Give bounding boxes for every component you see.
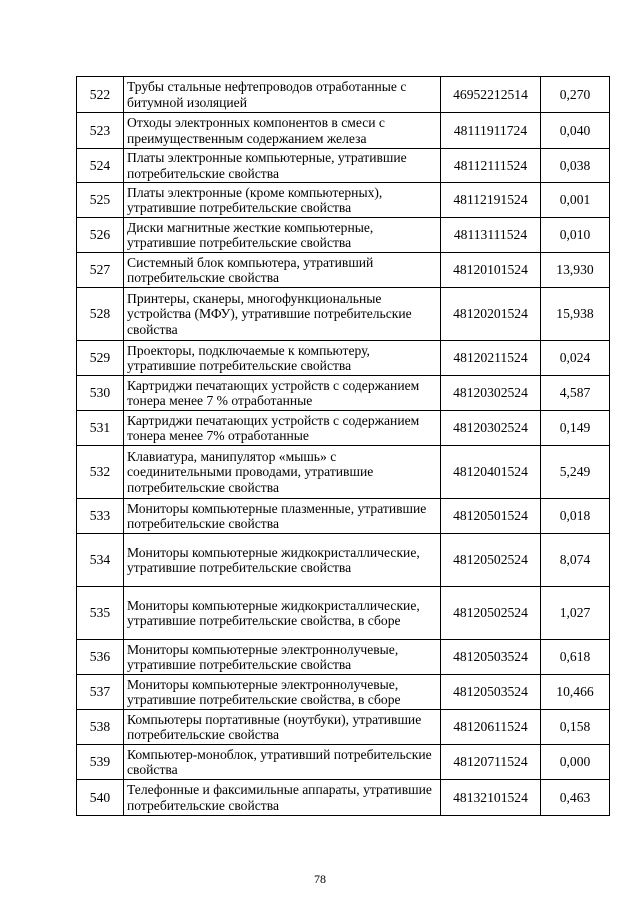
waste-name: Мониторы компьютерные жидкокристаллические, утратившие потребительские свойства, в сборе: [124, 587, 441, 640]
waste-amount: 0,010: [541, 218, 610, 253]
waste-amount: 0,270: [541, 77, 610, 113]
waste-amount: 0,000: [541, 745, 610, 780]
row-number: 528: [77, 288, 124, 341]
row-number: 538: [77, 710, 124, 745]
table-row: [77, 341, 610, 376]
table-row: [77, 587, 610, 640]
waste-name: Картриджи печатающих устройств с содержанием тонера менее 7% отработанные: [124, 411, 441, 446]
fkko-code: 48120211524: [441, 341, 541, 376]
waste-name: Телефонные и факсимильные аппараты, утратившие потребительские свойства: [124, 780, 441, 816]
row-number: 523: [77, 113, 124, 149]
row-number: 524: [77, 149, 124, 183]
waste-name: Компьютер-моноблок, утративший потребительские свойства: [124, 745, 441, 780]
row-number: 522: [77, 77, 124, 113]
waste-name: Системный блок компьютера, утративший потребительские свойства: [124, 253, 441, 288]
waste-amount: 0,158: [541, 710, 610, 745]
row-number: 534: [77, 534, 124, 587]
row-number: 527: [77, 253, 124, 288]
row-number: 536: [77, 640, 124, 675]
fkko-code: 48120711524: [441, 745, 541, 780]
waste-amount: 0,040: [541, 113, 610, 149]
table-row: [77, 446, 610, 499]
fkko-code: 48132101524: [441, 780, 541, 816]
waste-name: Платы электронные компьютерные, утратившие потребительские свойства: [124, 149, 441, 183]
table-row: [77, 411, 610, 446]
row-number: 540: [77, 780, 124, 816]
fkko-code: 48120503524: [441, 675, 541, 710]
waste-name: Диски магнитные жесткие компьютерные, утратившие потребительские свойства: [124, 218, 441, 253]
table-row: [77, 780, 610, 816]
waste-name: Компьютеры портативные (ноутбуки), утратившие потребительские свойства: [124, 710, 441, 745]
table-row: [77, 675, 610, 710]
row-number: 533: [77, 499, 124, 534]
waste-amount: 1,027: [541, 587, 610, 640]
fkko-code: 48111911724: [441, 113, 541, 149]
fkko-code: 48120503524: [441, 640, 541, 675]
waste-amount: 0,618: [541, 640, 610, 675]
waste-name: Мониторы компьютерные плазменные, утратившие потребительские свойства: [124, 499, 441, 534]
fkko-code: 48120502524: [441, 587, 541, 640]
row-number: 525: [77, 183, 124, 218]
waste-amount: 0,001: [541, 183, 610, 218]
table-row: [77, 77, 610, 113]
fkko-code: 48120101524: [441, 253, 541, 288]
fkko-code: 48120401524: [441, 446, 541, 499]
waste-amount: 5,249: [541, 446, 610, 499]
table-row: [77, 499, 610, 534]
fkko-code: 48120201524: [441, 288, 541, 341]
fkko-code: 48113111524: [441, 218, 541, 253]
waste-amount: 0,024: [541, 341, 610, 376]
row-number: 532: [77, 446, 124, 499]
waste-name: Мониторы компьютерные жидкокристаллические, утратившие потребительские свойства: [124, 534, 441, 587]
page-number: 78: [314, 872, 326, 886]
table-row: [77, 640, 610, 675]
fkko-code: 48120302524: [441, 376, 541, 411]
table-row: [77, 183, 610, 218]
waste-name: Клавиатура, манипулятор «мышь» с соединительными проводами, утратившие потребительские свойства: [124, 446, 441, 499]
table-row: [77, 149, 610, 183]
waste-amount: 8,074: [541, 534, 610, 587]
waste-amount: 0,149: [541, 411, 610, 446]
fkko-code: 48120501524: [441, 499, 541, 534]
row-number: 530: [77, 376, 124, 411]
waste-amount: 13,930: [541, 253, 610, 288]
row-number: 537: [77, 675, 124, 710]
table-row: [77, 376, 610, 411]
waste-name: Проекторы, подключаемые к компьютеру, утратившие потребительские свойства: [124, 341, 441, 376]
row-number: 535: [77, 587, 124, 640]
waste-name: Мониторы компьютерные электроннолучевые, утратившие потребительские свойства, в сборе: [124, 675, 441, 710]
fkko-code: 48120611524: [441, 710, 541, 745]
waste-amount: 0,018: [541, 499, 610, 534]
waste-name: Картриджи печатающих устройств с содержанием тонера менее 7 % отработанные: [124, 376, 441, 411]
waste-amount: 10,466: [541, 675, 610, 710]
waste-table: [76, 76, 610, 816]
table-row: [77, 288, 610, 341]
row-number: 526: [77, 218, 124, 253]
row-number: 539: [77, 745, 124, 780]
table-row: [77, 745, 610, 780]
table-row: [77, 253, 610, 288]
waste-amount: 4,587: [541, 376, 610, 411]
waste-name: Отходы электронных компонентов в смеси с преимущественным содержанием железа: [124, 113, 441, 149]
table-row: [77, 218, 610, 253]
row-number: 531: [77, 411, 124, 446]
waste-table-body: [77, 77, 610, 816]
waste-name: Мониторы компьютерные электроннолучевые, утратившие потребительские свойства: [124, 640, 441, 675]
fkko-code: 48120502524: [441, 534, 541, 587]
fkko-code: 48112111524: [441, 149, 541, 183]
table-row: [77, 710, 610, 745]
table-row: [77, 534, 610, 587]
waste-name: Трубы стальные нефтепроводов отработанные с битумной изоляцией: [124, 77, 441, 113]
waste-name: Платы электронные (кроме компьютерных), утратившие потребительские свойства: [124, 183, 441, 218]
fkko-code: 48112191524: [441, 183, 541, 218]
fkko-code: 48120302524: [441, 411, 541, 446]
fkko-code: 46952212514: [441, 77, 541, 113]
waste-amount: 0,038: [541, 149, 610, 183]
waste-amount: 0,463: [541, 780, 610, 816]
table-row: [77, 113, 610, 149]
waste-name: Принтеры, сканеры, многофункциональные устройства (МФУ), утратившие потребительские свойства: [124, 288, 441, 341]
row-number: 529: [77, 341, 124, 376]
waste-amount: 15,938: [541, 288, 610, 341]
